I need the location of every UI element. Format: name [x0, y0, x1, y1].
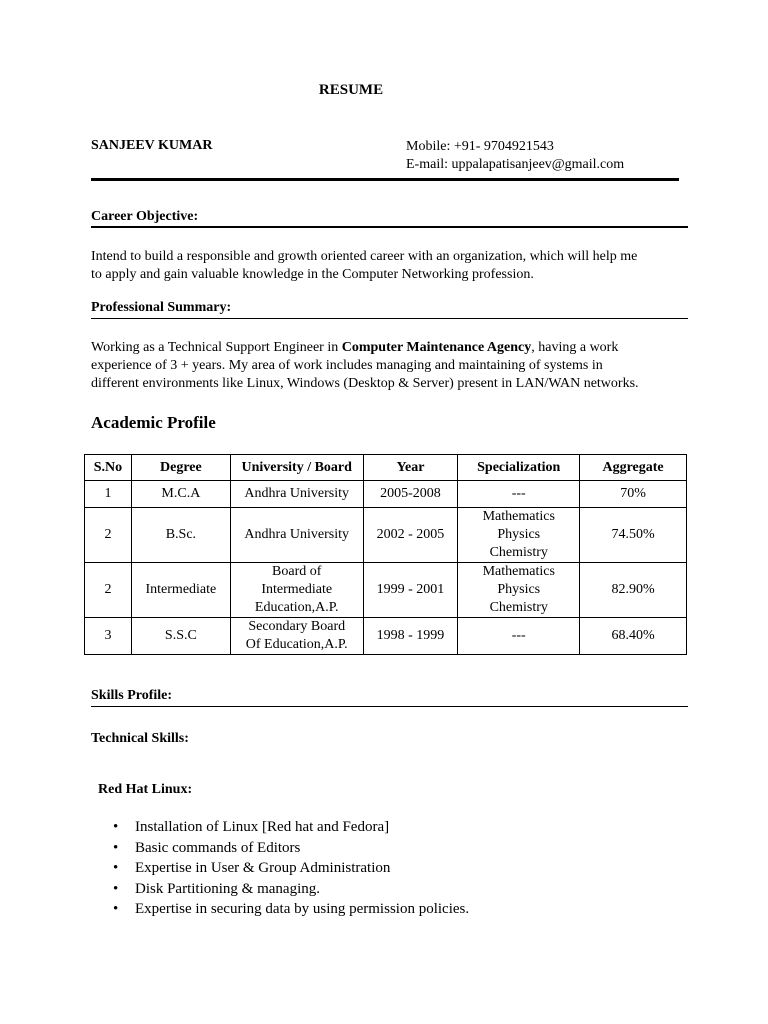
candidate-name: SANJEEV KUMAR	[91, 138, 213, 153]
bullet-icon: •	[113, 839, 119, 856]
table-row	[85, 481, 687, 508]
sno-cell: 2	[85, 508, 132, 563]
skills-profile-heading: Skills Profile:	[91, 688, 173, 703]
year-cell: 2002 - 2005	[363, 508, 458, 563]
university-line: Board of	[272, 564, 322, 579]
degree-cell: B.Sc.	[131, 508, 230, 563]
specialization-line: Chemistry	[489, 600, 548, 615]
university-line: Secondary Board	[248, 619, 346, 634]
aggregate-cell: 70%	[580, 481, 687, 508]
career-objective-divider	[91, 226, 688, 228]
summary-line-text: , having a work	[531, 340, 619, 355]
career-objective-line: to apply and gain valuable knowledge in the Computer Networking profession.	[91, 267, 534, 282]
university-line: Intermediate	[261, 582, 333, 597]
resume-title: RESUME	[318, 82, 384, 98]
sno-cell: 2	[85, 563, 132, 618]
year-cell: 1999 - 2001	[363, 563, 458, 618]
career-objective-text	[91, 248, 691, 284]
technical-skills-heading: Technical Skills:	[91, 731, 189, 746]
university-line: Education,A.P.	[254, 600, 339, 615]
year-cell: 2005-2008	[363, 481, 458, 508]
career-objective-heading: Career Objective:	[91, 209, 199, 224]
specialization-line: Physics	[497, 527, 541, 542]
university-cell	[230, 618, 363, 655]
list-item	[113, 838, 469, 859]
degree-cell: M.C.A	[131, 481, 230, 508]
header-divider	[91, 178, 679, 181]
university-cell	[230, 481, 363, 508]
column-header: Specialization	[458, 455, 580, 481]
degree-cell: S.S.C	[131, 618, 230, 655]
skill-text: Disk Partitioning & managing.	[135, 880, 320, 897]
table-header-row	[85, 455, 687, 481]
university-line: Of Education,A.P.	[245, 637, 348, 652]
university-cell	[230, 508, 363, 563]
bullet-icon: •	[113, 901, 119, 917]
skill-text: Basic commands of Editors	[135, 839, 301, 856]
linux-skills-list	[113, 817, 469, 920]
university-cell	[230, 563, 363, 618]
summary-line-text: Working as a Technical Support Engineer in	[91, 340, 342, 355]
summary-line: different environments like Linux, Windows (Desktop & Server) present in LAN/WAN networks.	[91, 376, 639, 391]
table-row	[85, 563, 687, 618]
column-header: University / Board	[230, 455, 363, 481]
skill-text: Expertise in securing data by using permission policies.	[135, 901, 470, 917]
academic-profile-heading: Academic Profile	[91, 413, 216, 432]
specialization-cell	[458, 508, 580, 563]
table-row	[85, 508, 687, 563]
list-item	[113, 879, 469, 900]
column-header: Degree	[131, 455, 230, 481]
column-header: Year	[363, 455, 458, 481]
email-address: E-mail: uppalapatisanjeev@gmail.com	[406, 157, 625, 172]
summary-line: experience of 3 + years. My area of work includes managing and maintaining of systems in	[91, 358, 603, 373]
academic-table	[84, 454, 687, 655]
professional-summary-text	[91, 339, 691, 393]
specialization-line: Mathematics	[482, 564, 555, 579]
aggregate-cell: 74.50%	[580, 508, 687, 563]
specialization-line: Physics	[497, 582, 541, 597]
university-line: Andhra University	[244, 527, 350, 542]
list-item	[113, 817, 469, 838]
column-header: S.No	[85, 455, 132, 481]
specialization-line: ---	[511, 628, 526, 643]
university-line: Andhra University	[244, 486, 350, 501]
specialization-line: Mathematics	[482, 509, 555, 524]
bullet-icon: •	[113, 819, 119, 835]
aggregate-cell: 82.90%	[580, 563, 687, 618]
specialization-line: ---	[511, 486, 526, 501]
sno-cell: 3	[85, 618, 132, 655]
mobile-number: Mobile: +91- 9704921543	[406, 139, 554, 154]
specialization-cell	[458, 481, 580, 508]
skills-profile-divider	[91, 706, 688, 707]
professional-summary-heading: Professional Summary:	[91, 300, 232, 315]
career-objective-line: Intend to build a responsible and growth oriented career with an organization, which will help me	[91, 249, 638, 264]
skill-text: Installation of Linux [Red hat and Fedora]	[135, 819, 390, 835]
professional-summary-divider	[91, 318, 688, 319]
sno-cell: 1	[85, 481, 132, 508]
specialization-cell	[458, 563, 580, 618]
specialization-cell	[458, 618, 580, 655]
list-item	[113, 858, 469, 879]
bullet-icon: •	[113, 880, 119, 897]
specialization-line: Chemistry	[489, 545, 548, 560]
degree-cell: Intermediate	[131, 563, 230, 618]
table-row	[85, 618, 687, 655]
bullet-icon: •	[113, 860, 119, 876]
aggregate-cell: 68.40%	[580, 618, 687, 655]
year-cell: 1998 - 1999	[363, 618, 458, 655]
contact-block	[406, 138, 624, 174]
list-item	[113, 899, 469, 920]
column-header: Aggregate	[580, 455, 687, 481]
company-name: Computer Maintenance Agency	[341, 340, 532, 355]
skill-text: Expertise in User & Group Administration	[135, 860, 391, 876]
red-hat-linux-heading: Red Hat Linux:	[98, 782, 193, 797]
summary-line	[91, 339, 691, 357]
